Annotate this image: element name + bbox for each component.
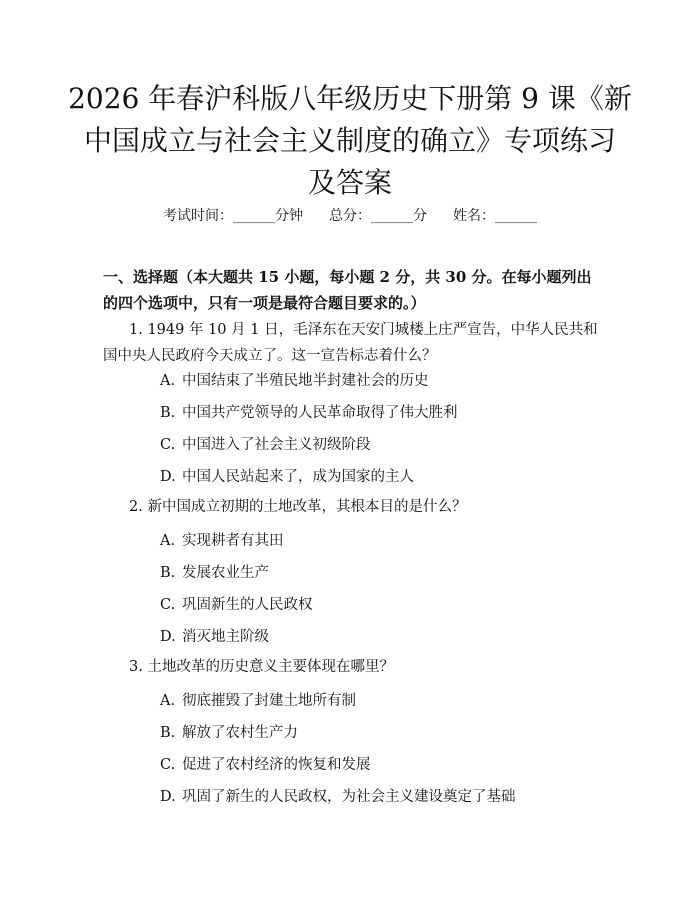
question-2-option-a bbox=[160, 531, 600, 551]
question-text: 2. 新中国成立初期的土地改革，其根本目的是什么？ bbox=[129, 499, 467, 515]
option-letter: D. bbox=[160, 789, 176, 805]
question-3-option-c bbox=[160, 755, 600, 775]
option-text: 发展农业生产 bbox=[182, 565, 269, 581]
question-3 bbox=[103, 654, 599, 680]
option-letter: A. bbox=[160, 373, 176, 389]
option-letter: D. bbox=[160, 629, 176, 645]
option-text: 彻底摧毁了封建土地所有制 bbox=[182, 693, 356, 709]
exam-meta-line bbox=[0, 205, 700, 225]
question-1-option-a bbox=[160, 371, 600, 391]
question-2 bbox=[103, 494, 599, 520]
question-number: 3. bbox=[129, 659, 143, 675]
option-text: 实现耕者有其田 bbox=[182, 533, 284, 549]
question-1-option-c bbox=[160, 435, 600, 455]
option-letter: A. bbox=[160, 693, 176, 709]
title-line: 中国成立与社会主义制度的确立》专项练习 bbox=[83, 124, 616, 157]
question-2-option-b bbox=[160, 563, 600, 583]
question-number: 1. bbox=[129, 322, 143, 338]
student-name-field: 姓名：______ bbox=[453, 208, 537, 224]
title-line: 2026 年春沪科版八年级历史下册第 9 课《新 bbox=[68, 82, 632, 115]
question-1-option-b bbox=[160, 403, 600, 423]
title-line: 及答案 bbox=[307, 166, 392, 199]
option-text: 巩固了新生的人民政权，为社会主义建设奠定了基础 bbox=[182, 789, 516, 805]
question-3-option-b bbox=[160, 723, 600, 743]
option-letter: B. bbox=[160, 565, 176, 581]
question-text: 1. 1949 年 10 月 1 日，毛泽东在天安门城楼上庄严宣告，中华人民共和国中央人民政府今天成立了。这一宣告标志着什么？ bbox=[103, 322, 598, 364]
option-text: 解放了农村生产力 bbox=[182, 725, 298, 741]
question-text: 3. 土地改革的历史意义主要体现在哪里？ bbox=[129, 659, 394, 675]
option-letter: B. bbox=[160, 725, 176, 741]
option-text: 中国进入了社会主义初级阶段 bbox=[182, 437, 371, 453]
question-2-option-c bbox=[160, 595, 600, 615]
option-letter: B. bbox=[160, 405, 176, 421]
option-text: 中国人民站起来了，成为国家的主人 bbox=[182, 469, 414, 485]
question-number: 2. bbox=[129, 499, 143, 515]
option-text: 巩固新生的人民政权 bbox=[182, 597, 313, 613]
question-1-option-d bbox=[160, 467, 600, 487]
option-text: 消灭地主阶级 bbox=[182, 629, 269, 645]
option-text: 中国共产党领导的人民革命取得了伟大胜利 bbox=[182, 405, 458, 421]
option-letter: C. bbox=[160, 597, 176, 613]
option-letter: D. bbox=[160, 469, 176, 485]
question-1 bbox=[103, 317, 599, 369]
question-2-option-d bbox=[160, 627, 600, 647]
exam-time-field: 考试时间：______分钟 bbox=[163, 208, 303, 224]
total-score-field: 总分：______分 bbox=[329, 208, 427, 224]
document-title bbox=[60, 78, 640, 204]
option-letter: C. bbox=[160, 437, 176, 453]
section-heading: 一、选择题（本大题共 15 小题，每小题 2 分，共 30 分。在每小题列出的四个选项中，只有一项是最符合题目要求的。） bbox=[103, 268, 592, 312]
option-text: 中国结束了半殖民地半封建社会的历史 bbox=[182, 373, 429, 389]
option-text: 促进了农村经济的恢复和发展 bbox=[182, 757, 371, 773]
option-letter: A. bbox=[160, 533, 176, 549]
option-letter: C. bbox=[160, 757, 176, 773]
question-3-option-d bbox=[160, 787, 600, 807]
question-3-option-a bbox=[160, 691, 600, 711]
